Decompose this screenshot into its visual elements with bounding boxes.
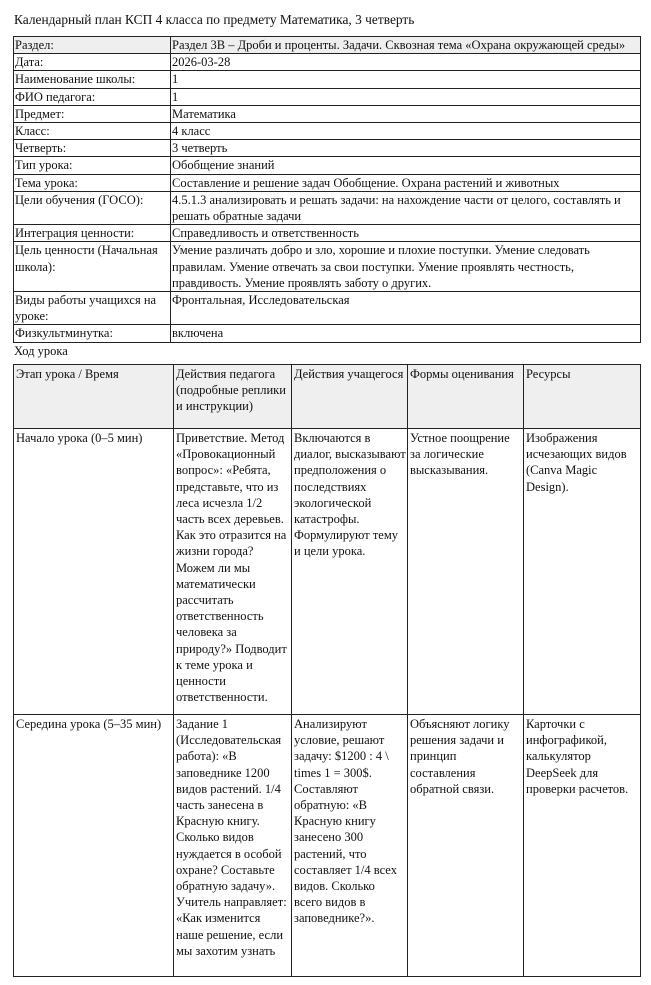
info-label: Тип урока: [14, 157, 171, 174]
info-label: ФИО педагога: [14, 88, 171, 105]
resources-cell: Карточки с инфографикой, калькулятор DeepSeek для проверки расчетов. [524, 715, 641, 977]
info-row-value-goal [14, 242, 641, 292]
student-actions-cell: Анализируют условие, решают задачу: $1200 : 4 \ times 1 = 300$. Составляют обратную: «В Красную книгу занесено 300 растений, что составляет 1/4 всех видов. Сколько всего видов в заповеднике?». [292, 715, 408, 977]
info-label: Цели обучения (ГОСО): [14, 191, 171, 224]
stage-cell: Середина урока (5–35 мин) [14, 715, 174, 977]
assessment-cell: Устное поощрение за логические высказывания. [408, 429, 524, 715]
column-header-student: Действия учащегося [292, 365, 408, 429]
info-value: 4 класс [171, 123, 641, 140]
info-value: Математика [171, 105, 641, 122]
table-header-row [14, 365, 641, 429]
info-row-topic [14, 174, 641, 191]
teacher-actions-cell: Приветствие. Метод «Провокационный вопрос»: «Ребята, представьте, что из леса исчезла 1/2 часть всех деревьев. Как это отразится на жизни города? Можем ли мы математически рассчитать ответственность человека за природу?» Подводит к теме урока и ценности ответственности. [174, 429, 292, 715]
info-value: 3 четверть [171, 140, 641, 157]
column-header-assessment: Формы оценивания [408, 365, 524, 429]
page-title: Календарный план КСП 4 класса по предмету Математика, 3 четверть [14, 12, 415, 27]
info-label: Цель ценности (Начальная школа): [14, 242, 171, 292]
teacher-actions-cell: Задание 1 (Исследовательская работа): «В заповеднике 1200 видов растений. 1/4 часть занесена в Красную книгу. Сколько видов нуждается в особой охране? Составьте обратную задачу». Учитель направляет: «Как изменится наше решение, если мы захотим узнать [174, 715, 292, 977]
info-row-value-integration [14, 225, 641, 242]
info-value: 1 [171, 71, 641, 88]
lesson-flow-table [13, 364, 641, 977]
assessment-cell: Объясняют логику решения задачи и принцип составления обратной связи. [408, 715, 524, 977]
info-label: Физкультминутка: [14, 325, 171, 342]
lesson-info-table [13, 36, 641, 343]
info-value: Раздел 3В – Дроби и проценты. Задачи. Сквозная тема «Охрана окружающей среды» [171, 37, 641, 54]
table-row [14, 715, 641, 977]
info-value: 2026-03-28 [171, 54, 641, 71]
info-label: Предмет: [14, 105, 171, 122]
info-label: Виды работы учащихся на уроке: [14, 292, 171, 325]
info-row-teacher [14, 88, 641, 105]
info-row-exercise-break [14, 325, 641, 342]
info-row-work-types [14, 292, 641, 325]
lesson-flow-title: Ход урока [14, 344, 68, 358]
info-label: Наименование школы: [14, 71, 171, 88]
info-row-grade [14, 123, 641, 140]
info-value: 1 [171, 88, 641, 105]
student-actions-cell: Включаются в диалог, высказывают предположения о последствиях экологической катастрофы. Формулируют тему и цели урока. [292, 429, 408, 715]
info-row-school [14, 71, 641, 88]
info-label: Тема урока: [14, 174, 171, 191]
info-value: включена [171, 325, 641, 342]
info-value: Справедливость и ответственность [171, 225, 641, 242]
info-value: Фронтальная, Исследовательская [171, 292, 641, 325]
column-header-stage: Этап урока / Время [14, 365, 174, 429]
info-value: Обобщение знаний [171, 157, 641, 174]
info-row-quarter [14, 140, 641, 157]
table-row [14, 429, 641, 715]
info-label: Класс: [14, 123, 171, 140]
stage-cell: Начало урока (0–5 мин) [14, 429, 174, 715]
info-label: Четверть: [14, 140, 171, 157]
info-row-date [14, 54, 641, 71]
info-row-subject [14, 105, 641, 122]
info-row-lesson-type [14, 157, 641, 174]
info-value: Умение различать добро и зло, хорошие и плохие поступки. Умение следовать правилам. Умение отвечать за свои поступки. Умение проявлять честность, правдивость. Умение проявлять заботу о других. [171, 242, 641, 292]
info-label: Раздел: [14, 37, 171, 54]
info-row-goals [14, 191, 641, 224]
column-header-teacher: Действия педагога (подробные реплики и инструкции) [174, 365, 292, 429]
info-label: Интеграция ценности: [14, 225, 171, 242]
info-value: Составление и решение задач Обобщение. Охрана растений и животных [171, 174, 641, 191]
info-label: Дата: [14, 54, 171, 71]
resources-cell: Изображения исчезающих видов (Canva Magic Design). [524, 429, 641, 715]
info-row-section [14, 37, 641, 54]
info-value: 4.5.1.3 анализировать и решать задачи: на нахождение части от целого, составлять и решать обратные задачи [171, 191, 641, 224]
column-header-resources: Ресурсы [524, 365, 641, 429]
